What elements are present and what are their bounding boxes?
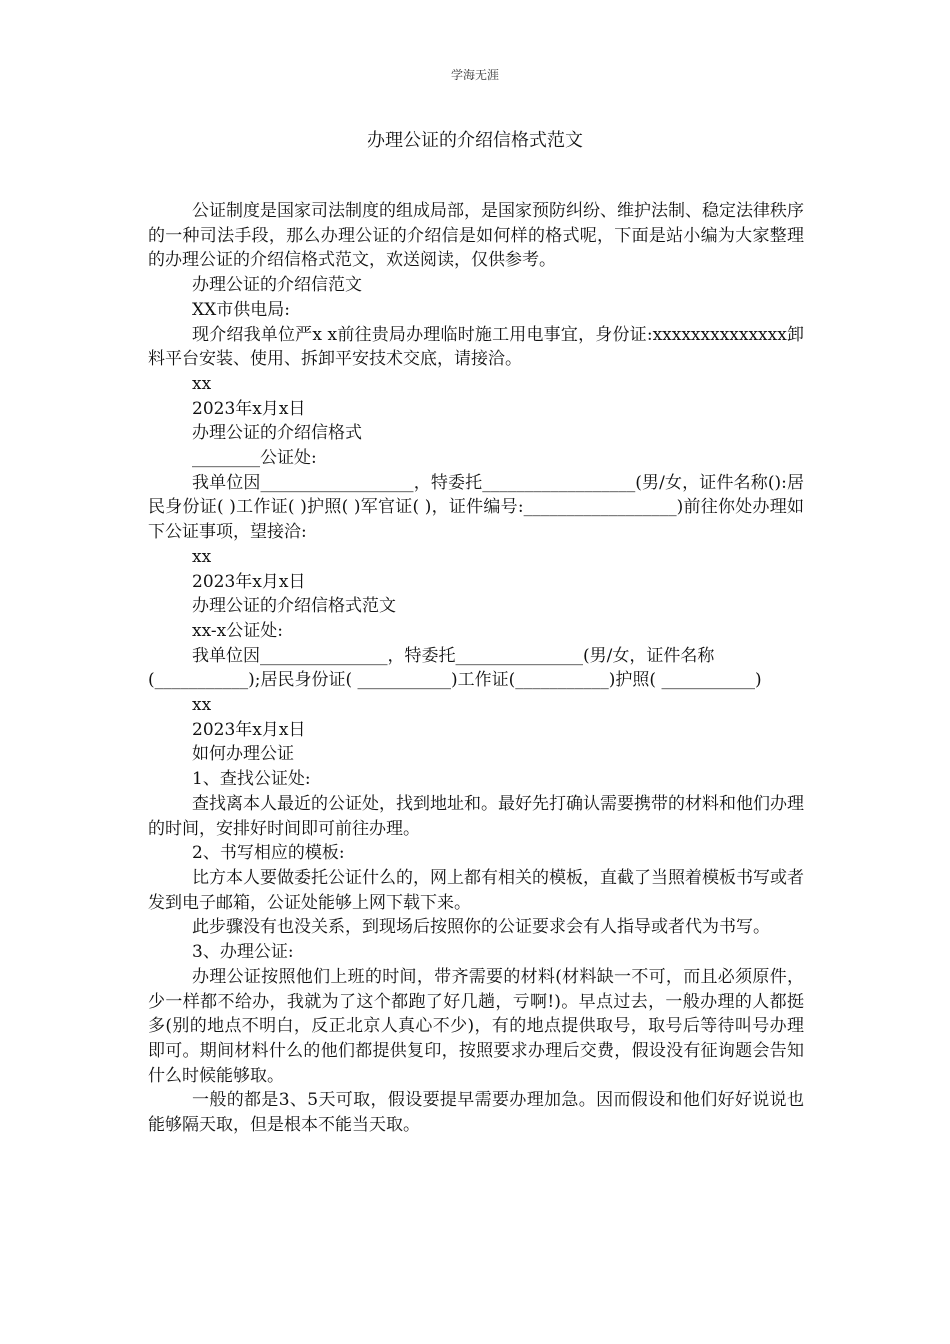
paragraph-recipient: xx-x公证处: bbox=[192, 620, 283, 641]
paragraph-step-2-note: 此步骤没有也没关系，到现场后按照你的公证要求会有人指导或者代为书写。 bbox=[192, 917, 770, 938]
paragraph-signature: xx bbox=[192, 695, 212, 716]
paragraph-step-1: 1、查找公证处: bbox=[192, 769, 311, 790]
paragraph-intro: 公证制度是国家司法制度的组成局部，是国家预防纠纷、维护法制、稳定法律秩序的一种司法手段，那么办理公证的介绍信是如何样的格式呢，下面是站小编为大家整理的办理公证的介绍信格式范文，欢送阅读，仅供参考。 bbox=[148, 201, 804, 271]
paragraph-recipient: ________公证处: bbox=[192, 448, 317, 469]
paragraph-step-1-body: 查找离本人最近的公证处，找到地址和。最好先打确认需要携带的材料和他们办理的时间，安排好时间即可前往办理。 bbox=[148, 793, 804, 839]
paragraph-step-2: 2、书写相应的模板: bbox=[192, 843, 345, 864]
paragraph-format-sample-body: 我单位因_______________，特委托_______________(男/女，证件名称(___________);居民身份证( ___________)工作证(___________)护照( ___________) bbox=[148, 645, 762, 691]
paragraph-format-body: 我单位因__________________，特委托__________________(男/女，证件名称():居民身份证( )工作证( )护照( )军官证( )，证件编号:__________________)前往你处办理如下公证事项，望接洽: bbox=[148, 472, 804, 543]
paragraph-date: 2023年x月x日 bbox=[192, 719, 306, 740]
paragraph-step-3-body: 办理公证按照他们上班的时间，带齐需要的材料(材料缺一不可，而且必须原件，少一样都不给办，我就为了这个都跑了好几趟，亏啊!)。早点过去，一般办理的人都挺多(别的地点不明白，反正北京人真心不少)，有的地点提供取号，取号后等待叫号办理即可。期间材料什么的他们都提供复印，按照要求办理后交费，假设没有征询题会告知什么时候能够取。 bbox=[148, 966, 804, 1086]
paragraph-signature: xx bbox=[192, 546, 212, 567]
paragraph-step-3: 3、办理公证: bbox=[192, 942, 294, 963]
paragraph-recipient: XX市供电局: bbox=[192, 299, 290, 320]
paragraph-signature: xx bbox=[192, 373, 212, 394]
paragraph-step-2-body: 比方本人要做委托公证什么的，网上都有相关的模板，直截了当照着模板书写或者发到电子邮箱，公证处能够上网下载下来。 bbox=[148, 867, 804, 913]
document-body bbox=[148, 199, 804, 1138]
paragraph-heading-format: 办理公证的介绍信格式 bbox=[192, 423, 362, 444]
paragraph-date: 2023年x月x日 bbox=[192, 571, 306, 592]
paragraph-introduction-body: 现介绍我单位严x x前往贵局办理临时施工用电事宜，身份证:xxxxxxxxxxxxxx卸料平台安装、使用、拆卸平安技术交底，请接洽。 bbox=[148, 324, 804, 370]
paragraph-heading-sample: 办理公证的介绍信范文 bbox=[192, 275, 362, 296]
paragraph-step-3-note: 一般的都是3、5天可取，假设要提早需要办理加急。因而假设和他们好好说说也能够隔天取，但是根本不能当天取。 bbox=[148, 1090, 804, 1136]
paragraph-heading-how-to: 如何办理公证 bbox=[192, 744, 294, 765]
document-title: 办理公证的介绍信格式范文 bbox=[367, 130, 583, 151]
paragraph-heading-format-sample: 办理公证的介绍信格式范文 bbox=[192, 596, 396, 617]
page-header: 学海无涯 bbox=[450, 68, 499, 82]
paragraph-date: 2023年x月x日 bbox=[192, 398, 306, 419]
